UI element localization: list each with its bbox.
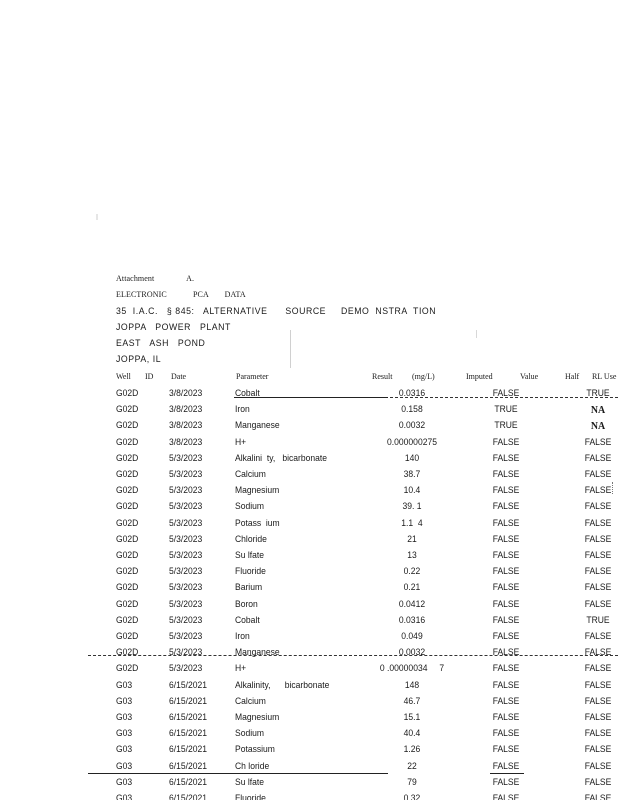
parameter-cell: Chloride [235,534,267,545]
result-cell: 140 [404,453,420,464]
rl-use-cell: FALSE [584,793,612,800]
parameter-cell: Magnesium [235,485,280,496]
parameter-cell: Fluoride [235,793,266,800]
rl-use-cell: FALSE [584,631,612,642]
result-cell: 0.000000275 [387,437,437,448]
rl-use-cell: FALSE [584,534,612,545]
location: JOPPA, IL [116,354,162,365]
parameter-cell: Barium [235,582,263,593]
rl-use-cell: FALSE [584,647,612,658]
table-row [0,629,618,645]
result-cell: 40.4 [403,728,421,739]
rl-use-cell: FALSE [584,663,612,674]
table-row [0,564,618,580]
table-row [0,516,618,532]
rl-use-cell: TRUE [586,388,610,399]
attachment-label: Attachment [116,274,155,283]
pond-name: EAST ASH POND [116,338,206,349]
well-id-cell: G02D [116,566,139,577]
table-row [0,678,618,694]
date-cell: 5/3/2023 [169,663,203,674]
result-cell: 0.22 [403,566,421,577]
imputed-cell: FALSE [492,696,520,707]
date-cell: 6/15/2021 [169,793,208,800]
parameter-cell: Calcium [235,469,266,480]
result-cell: 0.0032 [398,647,426,658]
result-cell: 0.0412 [398,599,426,610]
date-cell: 3/8/2023 [169,388,203,399]
imputed-cell: FALSE [492,647,520,658]
date-cell: 5/3/2023 [169,631,203,642]
date-cell: 5/3/2023 [169,550,203,561]
rl-use-cell: FALSE [584,761,612,772]
well-id-cell: G03 [116,777,133,788]
result-cell: 0.0032 [398,420,426,431]
table-row [0,661,618,677]
imputed-cell: FALSE [492,582,520,593]
parameter-cell: Alkalini ty, bicarbonate [235,453,328,464]
imputed-cell: FALSE [492,453,520,464]
scan-smudge [96,214,98,220]
date-cell: 5/3/2023 [169,534,203,545]
date-cell: 5/3/2023 [169,566,203,577]
imputed-cell: FALSE [492,712,520,723]
rl-use-cell: FALSE [584,453,612,464]
plant-name: JOPPA POWER PLANT [116,322,231,333]
imputed-cell: FALSE [492,566,520,577]
scan-mark [612,482,613,494]
parameter-cell: Magnesium [235,712,280,723]
date-cell: 3/8/2023 [169,437,203,448]
parameter-cell: Iron [235,631,250,642]
result-cell: 0.0316 [398,615,426,626]
imputed-cell: FALSE [492,388,520,399]
result-cell: 1.1 4 [401,518,423,529]
imputed-cell: FALSE [492,663,520,674]
table-row [0,645,618,661]
rl-use-cell: FALSE [584,599,612,610]
electronic-pca-line [116,290,246,299]
result-cell: 38.7 [403,469,421,480]
result-cell: 0.0316 [398,388,426,399]
imputed-cell: FALSE [492,761,520,772]
rl-use-cell: FALSE [584,566,612,577]
parameter-cell: Boron [235,599,258,610]
imputed-cell: FALSE [492,793,520,800]
rl-use-cell: FALSE [584,744,612,755]
result-cell: 13 [407,550,417,561]
imputed-cell: FALSE [492,728,520,739]
col-value: Value [520,372,539,381]
rl-use-cell: FALSE [584,680,612,691]
col-half: Half [565,372,580,381]
parameter-cell: Cobalt [235,615,260,626]
rl-use-cell: FALSE [584,485,612,496]
rl-use-cell: FALSE [584,437,612,448]
well-id-cell: G02D [116,404,139,415]
result-cell: 39. 1 [402,501,422,512]
result-cell: 22 [407,761,417,772]
table-row [0,791,618,800]
parameter-cell: Fluoride [235,566,266,577]
date-cell: 6/15/2021 [169,712,208,723]
rl-use-cell: FALSE [584,501,612,512]
well-id-cell: G02D [116,469,139,480]
parameter-cell: Calcium [235,696,266,707]
imputed-cell: FALSE [492,680,520,691]
parameter-cell: Alkalinity, bicarbonate [235,680,330,691]
result-cell: 0.32 [403,793,421,800]
parameter-cell: Potassium [235,744,275,755]
table-row [0,499,618,515]
date-cell: 6/15/2021 [169,761,208,772]
col-parameter: Parameter [236,372,269,381]
well-id-cell: G03 [116,793,133,800]
table-row [0,694,618,710]
col-imputed: Imputed [466,372,493,381]
rl-use-cell: FALSE [584,582,612,593]
imputed-cell: FALSE [492,777,520,788]
result-cell: 21 [407,534,417,545]
well-id-cell: G03 [116,696,133,707]
table-row [0,532,618,548]
data-label: DATA [224,290,246,299]
rl-use-cell: FALSE [584,777,612,788]
rl-use-cell: FALSE [584,712,612,723]
col-date: Date [171,372,187,381]
result-cell: 0.21 [403,582,421,593]
result-cell: 10.4 [403,485,421,496]
imputed-cell: TRUE [494,404,518,415]
table-row [0,775,618,791]
imputed-cell: FALSE [492,615,520,626]
well-id-cell: G03 [116,761,133,772]
table-row [0,435,618,451]
parameter-cell: Sodium [235,501,264,512]
result-cell: 79 [407,777,417,788]
strike-line [390,397,618,398]
well-id-cell: G02D [116,485,139,496]
table-row [0,742,618,758]
well-id-cell: G02D [116,518,139,529]
well-id-cell: G02D [116,663,139,674]
strike-line [88,773,388,774]
table-row [0,451,618,467]
strike-line [234,397,388,398]
rl-use-cell: FALSE [584,696,612,707]
table-row [0,548,618,564]
pca-label: PCA [193,290,209,299]
result-cell: 0.158 [401,404,423,415]
imputed-cell: FALSE [492,501,520,512]
table-row [0,386,618,402]
result-cell: 46.7 [403,696,421,707]
attachment-id: A. [186,274,195,283]
strike-line [88,655,618,656]
date-cell: 5/3/2023 [169,615,203,626]
rl-use-cell: TRUE [586,615,610,626]
parameter-cell: Manganese [235,647,280,658]
well-id-cell: G02D [116,631,139,642]
scan-smudge [290,330,291,368]
imputed-cell: FALSE [492,631,520,642]
imputed-cell: FALSE [492,550,520,561]
table-row [0,402,618,418]
imputed-cell: TRUE [494,420,518,431]
col-result: Result [372,372,393,381]
date-cell: 6/15/2021 [169,744,208,755]
well-id-cell: G02D [116,501,139,512]
well-id-cell: G02D [116,550,139,561]
strike-line [490,773,524,774]
result-cell: 1.26 [403,744,421,755]
parameter-cell: Cobalt [235,388,260,399]
table-row [0,580,618,596]
col-id: ID [145,372,154,381]
table-row [0,483,618,499]
well-id-cell: G03 [116,744,133,755]
date-cell: 5/3/2023 [169,501,203,512]
date-cell: 5/3/2023 [169,453,203,464]
well-id-cell: G03 [116,728,133,739]
imputed-cell: FALSE [492,469,520,480]
parameter-cell: Iron [235,404,250,415]
scan-smudge [476,330,477,338]
rl-use-cell: FALSE [584,728,612,739]
imputed-cell: FALSE [492,518,520,529]
table-row [0,418,618,434]
rl-use-cell: NA [590,404,606,416]
result-cell: 0.049 [401,631,423,642]
table-row [0,597,618,613]
date-cell: 6/15/2021 [169,696,208,707]
result-cell: 15.1 [403,712,421,723]
date-cell: 5/3/2023 [169,518,203,529]
parameter-cell: H+ [235,437,247,448]
date-cell: 6/15/2021 [169,777,208,788]
imputed-cell: FALSE [492,744,520,755]
parameter-cell: Ch loride [235,761,270,772]
col-well: Well [116,372,131,381]
rl-use-cell: FALSE [584,550,612,561]
parameter-cell: H+ [235,663,247,674]
col-rl-use: RL Use [592,372,617,381]
date-cell: 3/8/2023 [169,404,203,415]
date-cell: 5/3/2023 [169,485,203,496]
parameter-cell: Sodium [235,728,264,739]
date-cell: 5/3/2023 [169,469,203,480]
imputed-cell: FALSE [492,599,520,610]
well-id-cell: G03 [116,680,133,691]
well-id-cell: G03 [116,712,133,723]
well-id-cell: G02D [116,437,139,448]
well-id-cell: G02D [116,420,139,431]
well-id-cell: G02D [116,599,139,610]
electronic-label: ELECTRONIC [116,290,167,299]
date-cell: 5/3/2023 [169,582,203,593]
col-units: (mg/L) [412,372,435,381]
well-id-cell: G02D [116,388,139,399]
regulation-title: 35 I.A.C. § 845: ALTERNATIVE SOURCE DEMO NSTRA TION [116,306,437,317]
table-row [0,710,618,726]
well-id-cell: G02D [116,647,139,658]
result-cell: 148 [404,680,420,691]
parameter-cell: Su lfate [235,777,264,788]
table-row [0,726,618,742]
well-id-cell: G02D [116,615,139,626]
rl-use-cell: NA [590,420,606,432]
date-cell: 6/15/2021 [169,728,208,739]
imputed-cell: FALSE [492,437,520,448]
date-cell: 5/3/2023 [169,599,203,610]
parameter-cell: Potass ium [235,518,280,529]
parameter-cell: Su lfate [235,550,264,561]
imputed-cell: FALSE [492,534,520,545]
date-cell: 6/15/2021 [169,680,208,691]
rl-use-cell: FALSE [584,469,612,480]
attachment-line [116,274,194,283]
well-id-cell: G02D [116,582,139,593]
parameter-cell: Manganese [235,420,280,431]
imputed-cell: FALSE [492,485,520,496]
well-id-cell: G02D [116,534,139,545]
date-cell: 3/8/2023 [169,420,203,431]
table-row [0,613,618,629]
table-row [0,467,618,483]
result-cell: 0 .00000034 7 [379,663,445,674]
rl-use-cell: FALSE [584,518,612,529]
well-id-cell: G02D [116,453,139,464]
date-cell: 5/3/2023 [169,647,203,658]
